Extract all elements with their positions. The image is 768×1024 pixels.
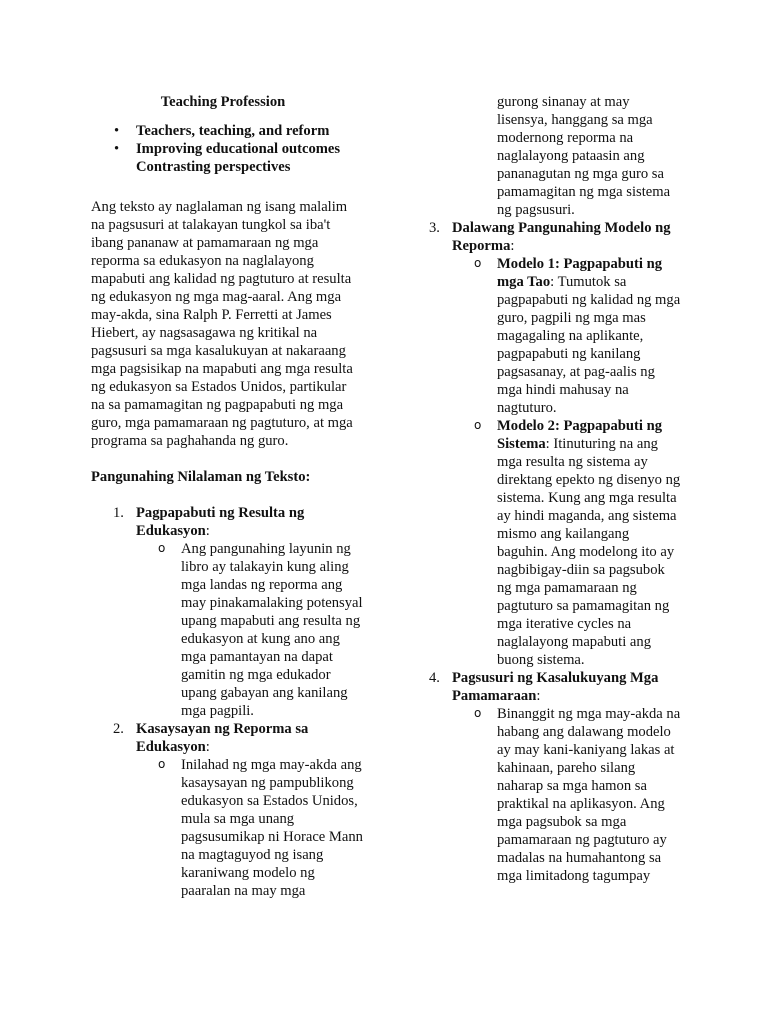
numbered-list <box>420 219 682 885</box>
item-colon: : <box>205 523 210 539</box>
sub-list <box>452 705 682 885</box>
topic-bullet-text: Teachers, teaching, and reform <box>136 123 330 139</box>
circle-bullet-icon: o <box>474 706 482 720</box>
circle-bullet-icon: o <box>474 418 482 432</box>
circle-bullet-icon: o <box>158 541 166 555</box>
bullet-icon: • <box>114 123 120 139</box>
topic-bullet-list <box>91 122 363 176</box>
bullet-icon: • <box>114 141 120 157</box>
item-number: 2. <box>113 721 124 737</box>
section-heading: Pangunahing Nilalaman ng Teksto: <box>91 469 311 485</box>
left-column <box>91 93 363 900</box>
sub-item <box>474 255 682 417</box>
sub-item-text: Inilahad ng mga may-akda ang kasaysayan ng pampublikong edukasyon sa Estados Unidos, mula sa mga unang pagsusumikap ni Horace Mann na magtaguyod ng isang karaniwang modelo ng paaralan na may mga <box>181 757 363 899</box>
item-title: Pagpapabuti ng Resulta ng Edukasyon <box>136 505 305 539</box>
circle-bullet-icon: o <box>474 256 482 270</box>
sub-item <box>474 417 682 669</box>
numbered-item <box>429 219 682 669</box>
item-colon: : <box>205 739 210 755</box>
numbered-list <box>91 504 363 900</box>
item-colon: : <box>510 238 515 254</box>
topic-bullet-text: Improving educational outcomes Contrasting perspectives <box>136 141 341 175</box>
sub-list <box>136 540 363 720</box>
circle-bullet-icon: o <box>158 757 166 771</box>
numbered-item <box>113 720 363 900</box>
sub-item-text: Binanggit ng mga may-akda na habang ang dalawang modelo ay may kani-kaniyang lakas at kahinaan, pareho silang naharap sa mga hamon sa praktikal na aplikasyon. Ang mga pagsubok sa mga pamamaraan ng pagtuturo ay madalas na humahantong sa mga limitadong tagumpay <box>497 706 681 884</box>
numbered-item <box>113 504 363 720</box>
item-number: 3. <box>429 220 440 236</box>
numbered-item <box>429 669 682 885</box>
sub-item-text: : Itinuturing na ang mga resulta ng sistema ay direktang epekto ng disenyo ng sistema. Kung ang mga resulta ay hindi maganda, ang sistema mismo ang kailangang baguhin. Ang modelong ito ay nagbibigay-diin sa pagsubok ng mga pamamaraan ng pagtuturo sa pamamagitan ng mga iterative cycles na naglalayong mapabuti ang buong sistema. <box>497 436 681 668</box>
item-number: 4. <box>429 670 440 686</box>
sub-item-title: Modelo 2: Pagpapabuti ng Sistema <box>497 418 663 452</box>
item-number: 1. <box>113 505 124 521</box>
item-title: Pagsusuri ng Kasalukuyang Mga Pamamaraan <box>452 670 659 704</box>
sub-item <box>158 756 363 900</box>
topic-bullet <box>114 122 363 140</box>
continuation-text: gurong sinanay at may lisensya, hanggang sa mga modernong reporma na naglalayong pataasin ang pananagutan ng mga guro sa pamamagitan ng mga sistema ng pagsusuri. <box>497 94 671 218</box>
item-title: Dalawang Pangunahing Modelo ng Reporma <box>452 220 671 254</box>
right-column <box>420 93 682 885</box>
topic-bullet <box>114 140 363 176</box>
sub-item <box>158 540 363 720</box>
sub-item-text: Ang pangunahing layunin ng libro ay talakayin kung aling mga landas ng reporma ang may pinakamalaking potensyal upang mapabuti ang resulta ng edukasyon at kung ano ang mga pamantayan na dapat gamitin ng mga edukador upang gabayan ang kanilang mga pagpili. <box>181 541 363 719</box>
sub-item-text: : Tumutok sa pagpapabuti ng kalidad ng mga guro, pagpili ng mga mas magagaling na aplikante, pagpapabuti ng kanilang pagsasanay, at pag-aalis ng mga hindi mahusay na nagtuturo. <box>497 274 681 416</box>
sub-item <box>474 705 682 885</box>
sub-item-title: Modelo 1: Pagpapabuti ng mga Tao <box>497 256 663 290</box>
sub-list <box>136 756 363 900</box>
item-colon: : <box>536 688 541 704</box>
item-title: Kasaysayan ng Reporma sa Edukasyon <box>136 721 309 755</box>
sub-list <box>452 255 682 669</box>
document-title: Teaching Profession <box>160 94 286 110</box>
intro-paragraph: Ang teksto ay naglalaman ng isang malalim na pagsusuri at talakayan tungkol sa iba't ibang pananaw at pamamaraan ng mga reporma sa edukasyon na naglalayong mapabuti ang kalidad ng pagtuturo at resulta ng edukasyon ng mga mag-aaral. Ang mga may-akda, sina Ralph P. Ferretti at James Hiebert, ay nagsasagawa ng kritikal na pagsusuri sa mga kasalukuyan at nakaraang mga pagsisikap na mapabuti ang mga resulta ng edukasyon sa Estados Unidos, partikular na sa pamamagitan ng pagpapabuti ng mga guro, mga pamamaraan ng pagtuturo, at mga programa sa paghahanda ng guro. <box>91 199 353 449</box>
